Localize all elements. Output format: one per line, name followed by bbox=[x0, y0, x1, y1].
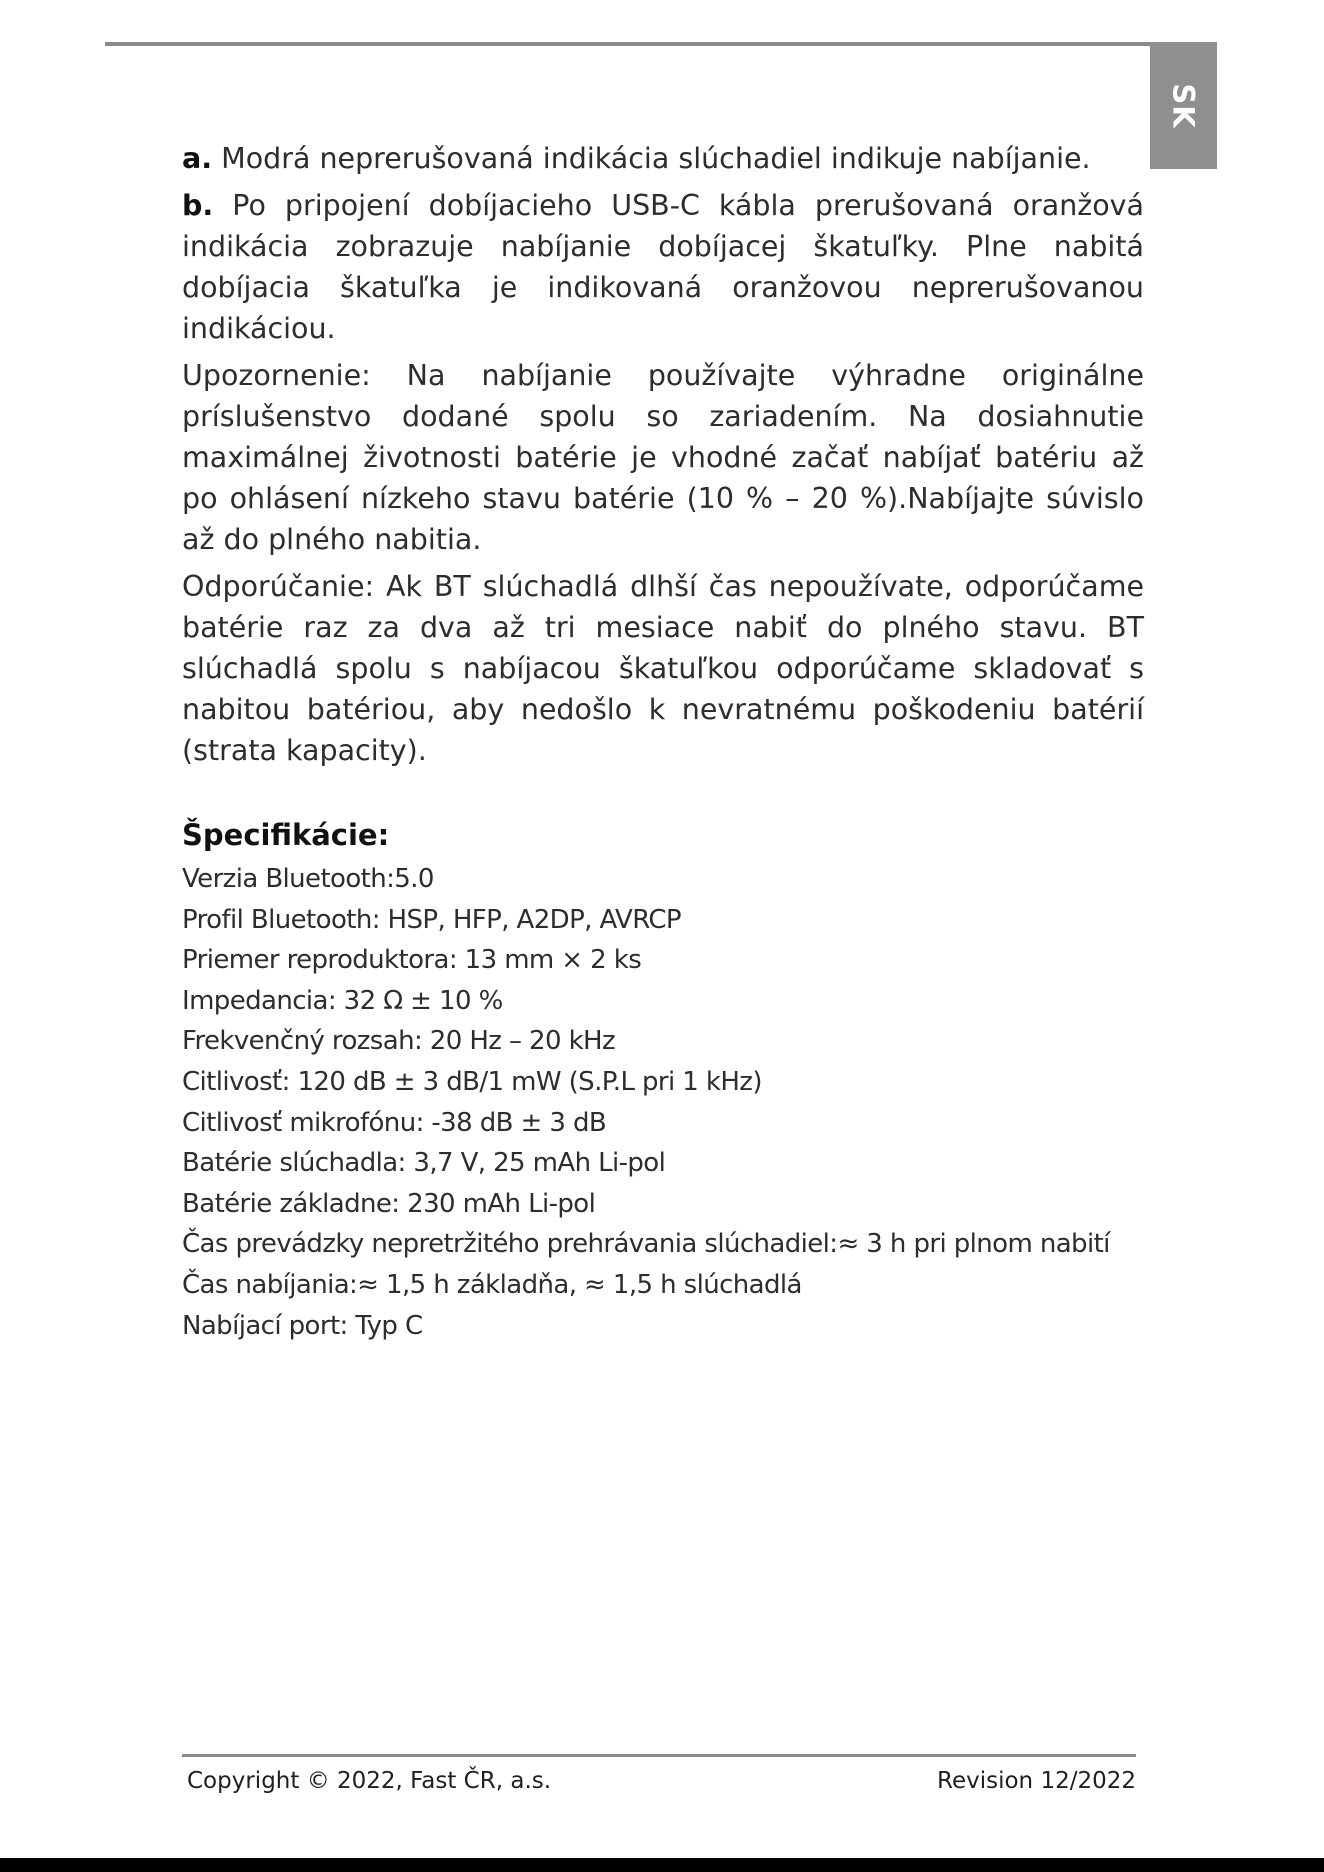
language-tab-label: SK bbox=[1166, 82, 1201, 129]
footer-rule bbox=[182, 1754, 1136, 1757]
bottom-bar bbox=[0, 1858, 1324, 1872]
spec-item: Čas nabíjania:≈ 1,5 h základňa, ≈ 1,5 h slúchadlá bbox=[182, 1269, 802, 1300]
paragraph-a-lead: a. bbox=[182, 142, 213, 175]
paragraph-b-text: Po pripojení dobíjacieho USB-C kábla prerušovaná oranžová indikácia zobrazuje nabíjanie dobíjacej škatuľky. Plne nabitá dobíjacia škatuľka je indikovaná oranžovou neprerušovanou indikáciou. bbox=[182, 189, 1144, 345]
spec-item: Batérie slúchadla: 3,7 V, 25 mAh Li-pol bbox=[182, 1148, 666, 1179]
language-tab bbox=[1150, 42, 1217, 169]
warning-text: Na nabíjanie používajte výhradne originálne príslušenstvo dodané spolu so zariadením. Na dosiahnutie maximálnej životnosti batérie je vhodné začať nabíjať batériu až po ohlásení nízkeho stavu batérie (10 % – 20 %).Nabíjajte súvislo až do plného nabitia. bbox=[182, 359, 1144, 556]
recommendation-paragraph bbox=[182, 566, 1144, 771]
recommendation-lead: Odporúčanie: bbox=[182, 570, 375, 603]
spec-item: Verzia Bluetooth:5.0 bbox=[182, 864, 434, 894]
warning-lead: Upozornenie: bbox=[182, 359, 371, 392]
specs-list bbox=[182, 859, 1144, 1346]
paragraph-b bbox=[182, 185, 1144, 349]
footer-copyright: Copyright © 2022, Fast ČR, a.s. bbox=[187, 1768, 552, 1794]
spec-item: Priemer reproduktora: 13 mm × 2 ks bbox=[182, 945, 642, 976]
recommendation-text: Ak BT slúchadlá dlhší čas nepoužívate, odporúčame batérie raz za dva až tri mesiace nabiť do plného stavu. BT slúchadlá spolu s nabíjacou škatuľkou odporúčame skladovať s nabitou batériou, aby nedošlo k nevratnému poškodeniu batérií (strata kapacity). bbox=[182, 570, 1144, 767]
top-rule bbox=[105, 42, 1216, 46]
spec-item: Profil Bluetooth: HSP, HFP, A2DP, AVRCP bbox=[182, 904, 681, 935]
spec-item: Impedancia: 32 Ω ± 10 % bbox=[182, 985, 503, 1016]
page-content bbox=[182, 138, 1144, 1346]
paragraph-b-lead: b. bbox=[182, 189, 214, 222]
spec-item: Čas prevádzky nepretržitého prehrávania slúchadiel:≈ 3 h pri plnom nabití bbox=[182, 1229, 1110, 1260]
paragraph-a-text: Modrá neprerušovaná indikácia slúchadiel indikuje nabíjanie. bbox=[212, 142, 1091, 175]
footer-revision: Revision 12/2022 bbox=[937, 1768, 1136, 1794]
warning-paragraph bbox=[182, 355, 1144, 560]
specs-heading: Špecifikácie: bbox=[182, 818, 390, 852]
spec-item: Citlivosť mikrofónu: -38 dB ± 3 dB bbox=[182, 1107, 607, 1138]
spec-item: Batérie základne: 230 mAh Li-pol bbox=[182, 1188, 596, 1219]
spec-item: Nabíjací port: Typ C bbox=[182, 1310, 423, 1341]
paragraph-a bbox=[182, 138, 1144, 179]
spec-item: Citlivosť: 120 dB ± 3 dB/1 mW (S.P.L pri 1 kHz) bbox=[182, 1066, 762, 1097]
spec-item: Frekvenčný rozsah: 20 Hz – 20 kHz bbox=[182, 1026, 616, 1057]
